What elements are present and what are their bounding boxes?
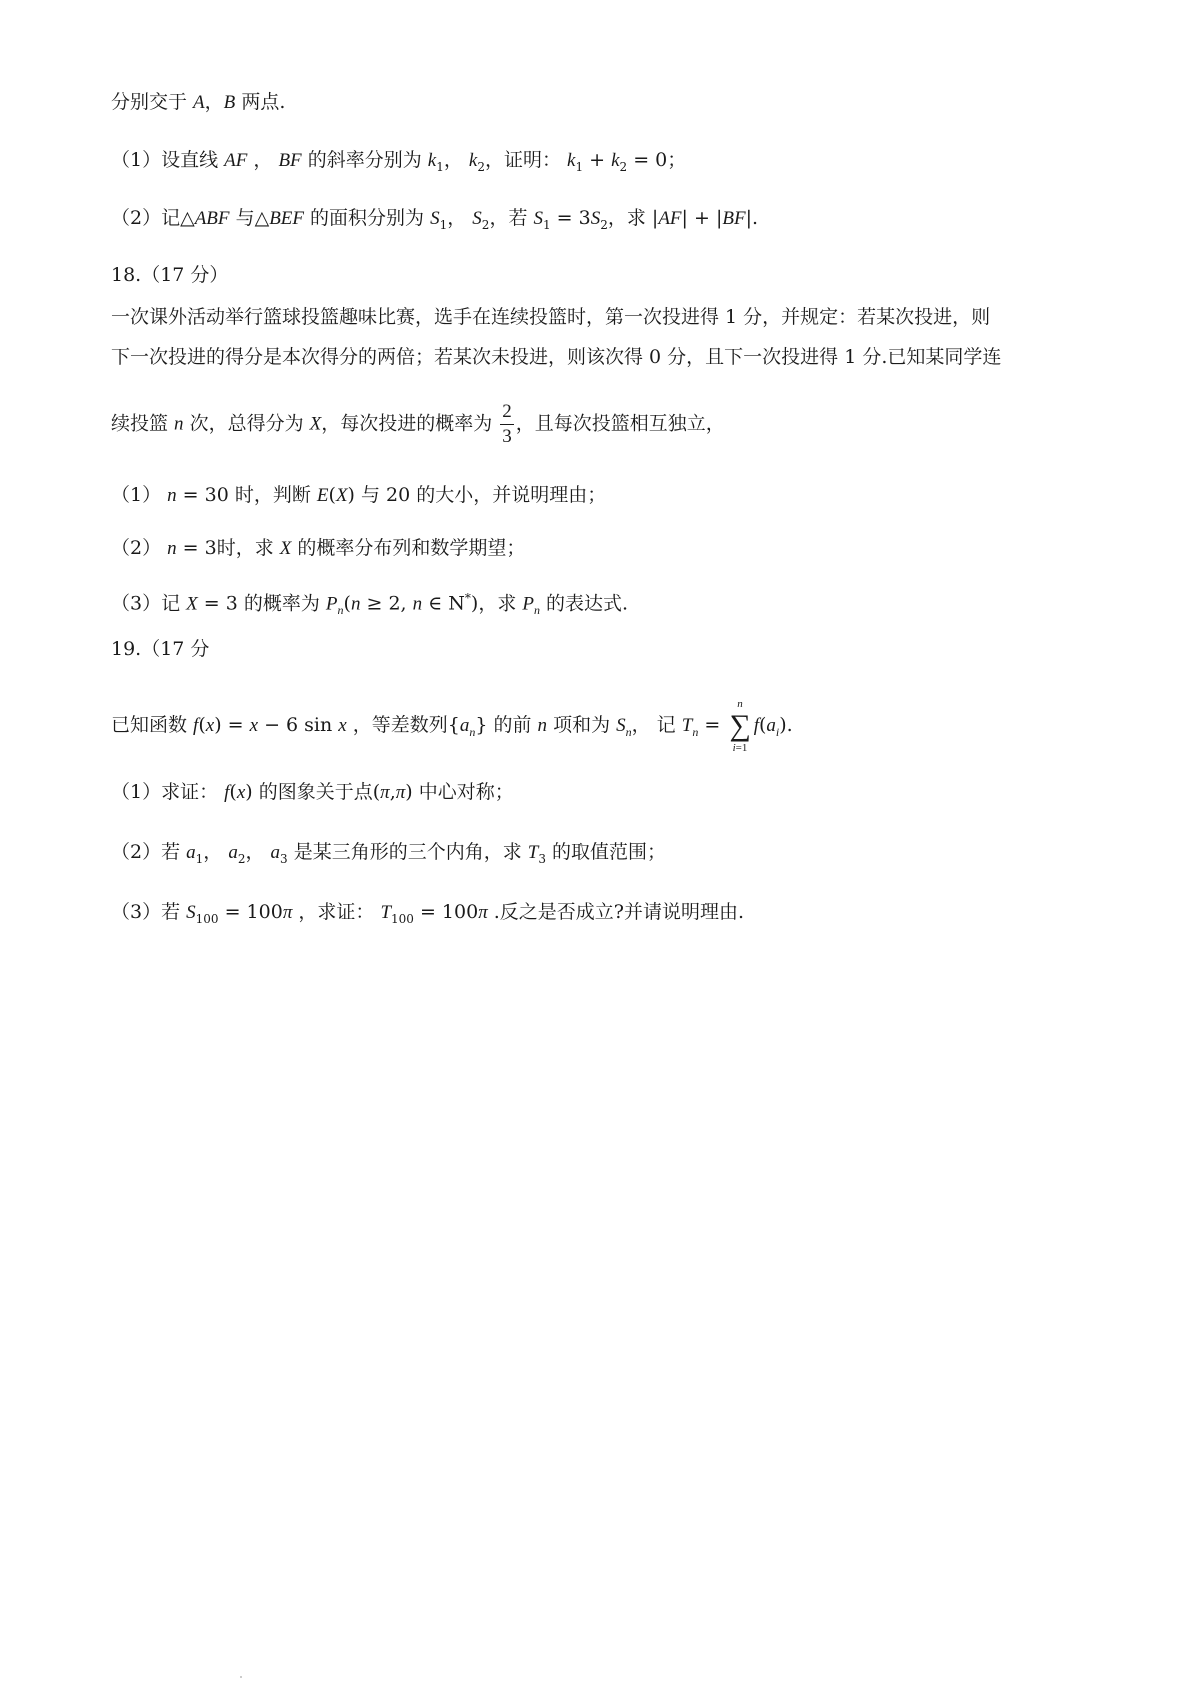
text-fragment: (	[198, 714, 206, 736]
text-fragment: ∑	[729, 709, 751, 742]
q19-part2	[111, 837, 666, 874]
text-fragment: ，	[443, 149, 469, 171]
text-fragment: .反之是否成立?并请说明理由.	[487, 901, 745, 923]
text-fragment: ，	[447, 207, 473, 229]
text-fragment: ,	[389, 781, 396, 803]
text-fragment: 1	[542, 217, 551, 232]
text-fragment: (	[758, 714, 767, 736]
text-fragment: S	[186, 902, 196, 923]
math-var: B	[223, 92, 236, 113]
text-fragment: a	[766, 715, 776, 736]
text-fragment: S	[590, 208, 601, 229]
text-fragment: k	[468, 150, 478, 171]
text-fragment: P	[522, 593, 534, 615]
text-fragment: = 3 的概率为	[197, 592, 326, 615]
text-fragment: X	[186, 593, 198, 615]
q17-part2	[111, 203, 758, 240]
text-fragment: （2）	[111, 537, 168, 559]
text-fragment: 次，总得分为	[183, 412, 310, 435]
text-fragment: 18.（17 分）	[111, 264, 229, 286]
text-fragment: .	[786, 714, 793, 736]
text-fragment: 续投篮	[111, 412, 175, 435]
text-fragment: 与△	[229, 207, 270, 229]
q18-part1	[111, 480, 606, 511]
text-fragment: 1	[439, 217, 448, 232]
text-fragment: .	[751, 207, 759, 229]
text-fragment: X	[309, 413, 322, 435]
text-fragment: BEF	[269, 208, 305, 229]
text-fragment: 的前	[487, 714, 538, 736]
text-fragment: 已知函数	[111, 714, 194, 736]
text-fragment: (	[372, 781, 381, 803]
text-fragment: f	[753, 715, 759, 736]
text-fragment: a	[228, 842, 238, 863]
text-fragment: （1）设直线	[111, 149, 225, 171]
text-fragment: a	[270, 842, 281, 863]
text-fragment: BF	[278, 150, 302, 171]
text-fragment: n	[533, 603, 540, 618]
text-fragment: 的斜率分别为	[301, 149, 428, 171]
text-fragment: )	[779, 714, 787, 736]
text-fragment: a	[186, 842, 196, 863]
text-fragment: S	[616, 715, 626, 736]
text-fragment: x	[236, 782, 246, 803]
math-var: A	[193, 92, 205, 113]
text-fragment: X	[279, 538, 292, 559]
text-fragment: （1）	[111, 484, 168, 506]
text-fragment: 19.（17 分	[111, 638, 210, 660]
text-fragment: x	[249, 715, 259, 736]
text-fragment: E	[316, 485, 329, 506]
text-fragment: = 3	[550, 207, 591, 229]
text-fragment: π	[282, 902, 293, 923]
text-fragment: = 30 时，判断	[176, 484, 317, 506]
fraction-two-thirds	[500, 400, 514, 449]
text-fragment: 2	[500, 400, 514, 425]
text-fragment: (	[229, 781, 237, 803]
text-fragment: π	[478, 902, 488, 923]
text-fragment: (	[343, 592, 351, 615]
text-fragment: a	[459, 715, 470, 736]
text-fragment: AF	[658, 208, 682, 229]
text-fragment: （2）若	[111, 841, 187, 863]
text-fragment: n	[625, 724, 632, 739]
text-fragment: n	[337, 603, 344, 618]
q18-text-3	[111, 400, 725, 449]
text-fragment: ，等差数列	[346, 714, 448, 736]
text-fragment: i	[732, 742, 736, 754]
text-fragment: k	[567, 150, 576, 171]
text-fragment: |	[651, 207, 659, 229]
text: 分别交于	[111, 91, 194, 113]
text-fragment: x	[338, 715, 347, 736]
q18-part3	[111, 583, 628, 625]
text-fragment: n	[174, 413, 184, 435]
text-fragment: n	[412, 593, 423, 615]
text-fragment: }	[475, 714, 488, 736]
text-fragment: = 3时，求	[176, 537, 280, 559]
text-fragment: )	[470, 592, 479, 615]
text-fragment: S	[430, 208, 440, 229]
text-fragment: X	[335, 485, 348, 506]
text-fragment: 项和为	[547, 714, 617, 736]
text-fragment: +	[687, 207, 716, 229]
q19-part1	[111, 777, 514, 808]
text-fragment: i	[775, 724, 780, 739]
text-fragment: 与 20 的大小，并说明理由；	[354, 484, 607, 506]
text-fragment: P	[325, 593, 338, 615]
text-fragment: ≥ 2,	[360, 592, 413, 615]
text-fragment: = 100	[413, 901, 479, 923]
text-fragment: n	[167, 485, 177, 506]
text-fragment: 1	[195, 851, 204, 866]
text-fragment: 的取值范围；	[545, 841, 667, 863]
q18-heading	[111, 260, 228, 290]
text: ，	[204, 91, 224, 113]
text-fragment: AF	[224, 150, 248, 171]
q18-text-1	[111, 302, 990, 332]
text: 两点.	[235, 91, 286, 113]
text-fragment: n	[737, 698, 743, 710]
text-fragment: 的面积分别为	[304, 207, 431, 229]
text-fragment: π	[395, 782, 406, 803]
text-fragment: ，求证：	[292, 901, 381, 923]
text-fragment: ，每次投进的概率为	[321, 412, 499, 435]
text-fragment: )	[405, 781, 413, 803]
text-fragment: T	[527, 842, 539, 863]
text-fragment: 下一次投进的得分是本次得分的两倍；若某次未投进，则该次得 0 分，且下一次投进得 1 分.已知某同学连	[111, 346, 1002, 368]
text-fragment: S	[533, 208, 543, 229]
text-fragment: ∈ N	[422, 592, 465, 615]
text-fragment: = 100	[218, 901, 283, 923]
text-fragment: 3	[538, 851, 546, 866]
text-fragment: (	[328, 484, 336, 506]
text-fragment: )	[347, 484, 355, 506]
text-fragment: 3	[280, 851, 288, 866]
text-fragment: x	[205, 715, 215, 736]
text-fragment: S	[472, 208, 482, 229]
text-fragment: k	[427, 150, 437, 171]
text-fragment: )	[245, 781, 253, 803]
text-fragment: π	[380, 782, 390, 803]
text-fragment: f	[193, 715, 199, 736]
q19-text-1	[111, 697, 793, 755]
text-fragment: （3）若	[111, 901, 187, 923]
text-fragment: − 6 sin	[258, 714, 339, 736]
text-fragment: BF	[722, 208, 746, 229]
text-fragment: 是某三角形的三个内角，求	[287, 841, 528, 863]
text-fragment: =	[698, 714, 727, 736]
text-fragment: 1	[436, 159, 444, 174]
text-fragment: *	[464, 591, 471, 605]
text-fragment: 的图象关于点	[252, 781, 373, 803]
text-fragment: ，求	[607, 207, 652, 229]
summation-symbol	[729, 697, 750, 755]
text-fragment: =	[221, 714, 250, 736]
text-fragment: T	[681, 715, 693, 736]
text-fragment: )	[214, 714, 222, 736]
text-fragment: 2	[481, 217, 490, 232]
text-fragment: n	[350, 593, 361, 615]
text-fragment: 2	[619, 159, 628, 174]
text-fragment: ABF	[194, 208, 230, 229]
scan-speck	[240, 1676, 242, 1678]
text-fragment: {	[447, 714, 460, 736]
text-fragment: 2	[477, 159, 485, 174]
q17-part1	[111, 145, 686, 182]
q19-part3	[111, 897, 744, 934]
text-fragment: 的表达式.	[539, 592, 629, 615]
text-fragment: 1	[575, 159, 584, 174]
text-fragment: ，	[245, 841, 271, 863]
text-fragment: |	[745, 207, 752, 229]
text-fragment: n	[469, 724, 476, 739]
text-fragment: 100	[391, 911, 414, 926]
text-fragment: （2）记△	[111, 207, 195, 229]
text-fragment: 100	[195, 911, 219, 926]
text-fragment: n	[167, 538, 177, 559]
text-fragment: k	[611, 150, 620, 171]
text-fragment: +	[583, 149, 612, 171]
text-fragment: n	[537, 715, 548, 736]
q19-heading	[111, 634, 209, 664]
text-fragment: 3	[502, 426, 512, 447]
text-fragment: = 0；	[627, 149, 687, 171]
text-fragment: T	[380, 902, 392, 923]
text-fragment: ，若	[489, 207, 534, 229]
text-fragment: f	[224, 782, 230, 803]
q18-part2	[111, 533, 525, 564]
text-fragment: n	[692, 724, 699, 739]
text-fragment: ，	[247, 149, 279, 171]
text-fragment: 一次课外活动举行篮球投篮趣味比赛，选手在连续投篮时，第一次投进得 1 分，并规定：若某次投进，则	[111, 306, 991, 328]
text-fragment: 的概率分布列和数学期望；	[291, 537, 526, 559]
text-fragment: |	[681, 207, 688, 229]
text-fragment: 中心对称；	[412, 781, 514, 803]
text-fragment: （1）求证：	[111, 781, 225, 803]
text-fragment: ，求	[478, 592, 523, 615]
text-fragment: =1	[735, 742, 748, 754]
text-fragment: 2	[600, 217, 608, 232]
text-fragment: |	[715, 207, 723, 229]
text-fragment: （3）记	[111, 592, 187, 615]
text-fragment: ，且每次投篮相互独立，	[515, 412, 725, 435]
math-part	[729, 741, 750, 755]
text-fragment: 2	[237, 851, 246, 866]
line-intersection	[111, 87, 285, 118]
text-fragment: ，证明：	[484, 149, 568, 171]
text-fragment: ，	[203, 841, 229, 863]
text-fragment: ， 记	[631, 714, 682, 736]
q18-text-2	[111, 342, 1001, 372]
